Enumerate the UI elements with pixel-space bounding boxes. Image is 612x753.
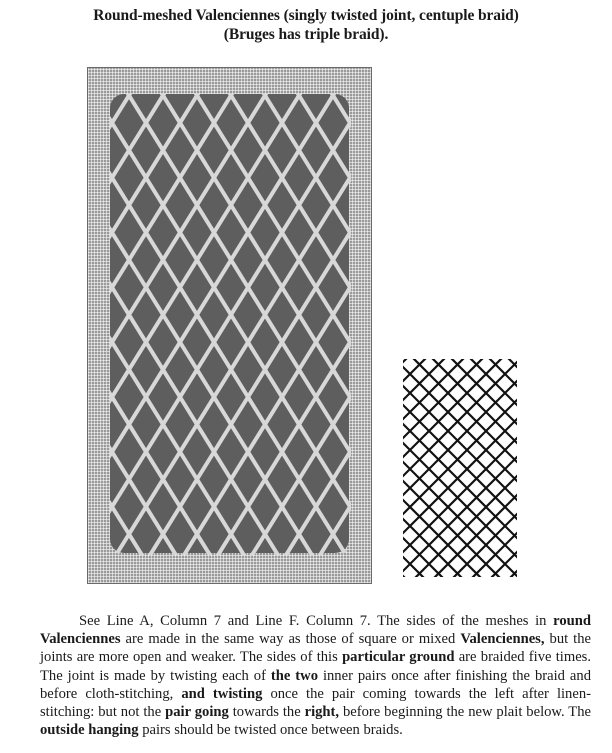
- title-line-2: (Bruges has triple braid).: [223, 26, 389, 43]
- figure-title: [0, 6, 612, 44]
- bold-term: Valenciennes,: [460, 631, 545, 648]
- text-run: towards the: [228, 704, 305, 721]
- text-run: once the pair coming towards the left after linen-stitching: but not the: [40, 685, 591, 721]
- lace-photograph: [87, 67, 372, 584]
- bold-term: round Valenciennes: [40, 613, 591, 648]
- text-run: are made in the same way as those of square or mixed: [120, 631, 461, 648]
- lace-thread-overlay: [88, 68, 372, 584]
- text-run: but the joints are more open and weaker. The sides of this: [40, 631, 591, 666]
- bold-term: particular ground: [342, 649, 455, 666]
- text-run: See Line A, Column 7 and Line F. Column 7. The sides of the meshes in: [79, 613, 554, 629]
- bold-term: outside hanging: [40, 722, 139, 739]
- text-run: are braided five times. The joint is made by twisting each of: [40, 649, 592, 684]
- text-run: before beginning the new plait below. The: [339, 704, 591, 721]
- bold-term: and twisting: [181, 685, 263, 702]
- text-run: pairs should be twisted once between braids.: [138, 722, 403, 739]
- body-paragraph: [40, 612, 591, 739]
- bold-term: pair going: [165, 704, 229, 721]
- mesh-diagram: [403, 355, 517, 581]
- bold-term: the two: [270, 667, 318, 684]
- body-text: [40, 612, 591, 739]
- title-line-1: Round-meshed Valenciennes (singly twisted joint, centuple braid): [93, 7, 519, 24]
- text-run: inner pairs once after finishing the braid and before cloth-stitching,: [40, 667, 591, 702]
- bold-term: right,: [304, 704, 340, 721]
